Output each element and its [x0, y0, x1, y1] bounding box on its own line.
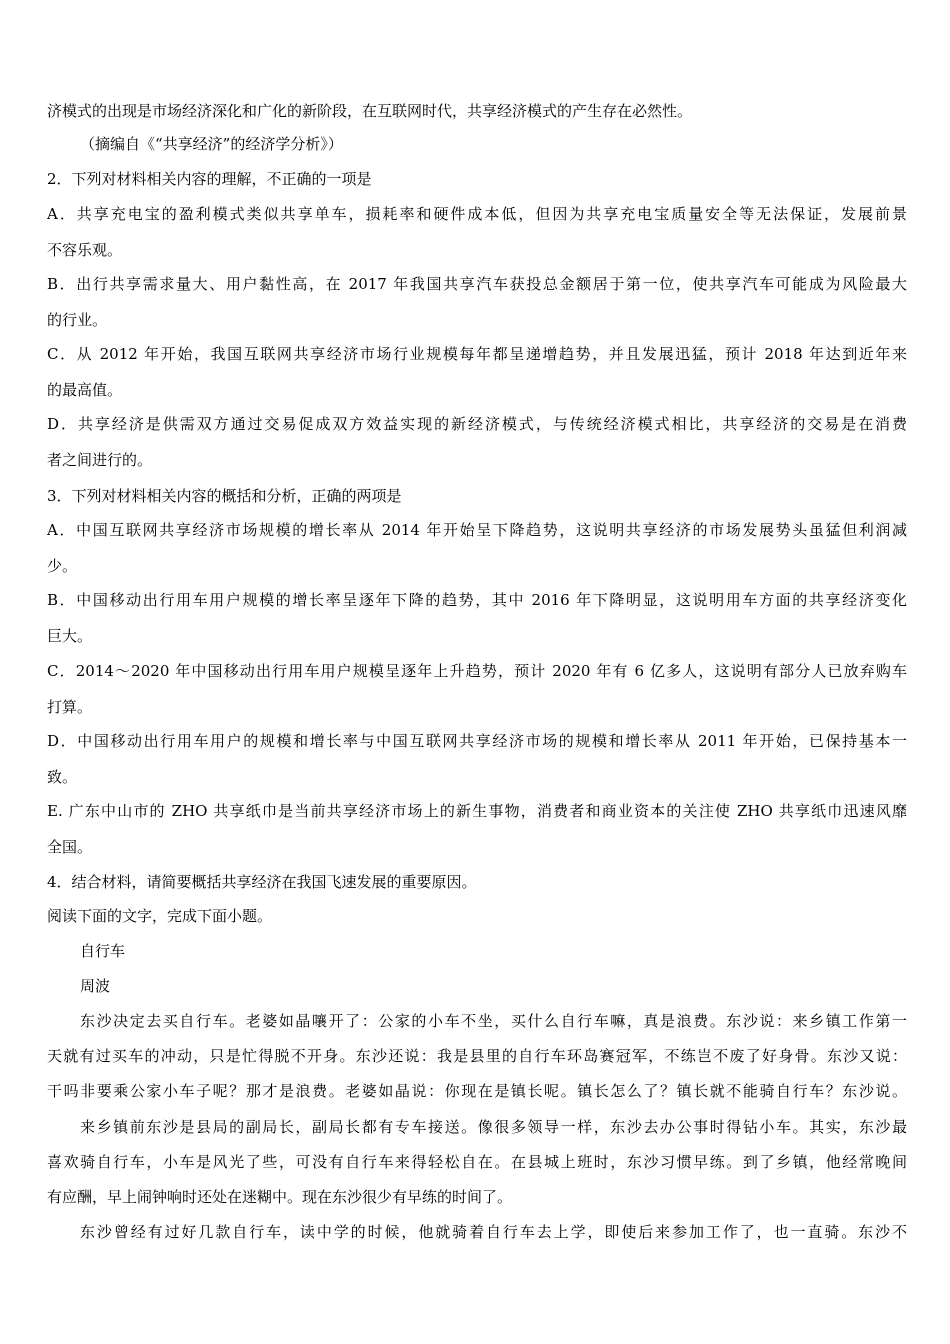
question-2-option-b: B．出行共享需求量大、用户黏性高，在 2017 年我国共享汽车获投总金额居于第一位，使共享汽车可能成为风险最大	[47, 275, 907, 293]
question-3-option-c: C．2014～2020 年中国移动出行用车用户规模呈逐年上升趋势，预计 2020 年有 6 亿多人，这说明有部分人已放弃购车	[47, 662, 907, 680]
question-2-stem: 2．下列对材料相关内容的理解，不正确的一项是	[47, 170, 372, 188]
story-paragraph-1-line-2: 天就有过买车的冲动，只是忙得脱不开身。东沙还说：我是县里的自行车环岛赛冠军，不练岂不废了好身骨。东沙又说：	[47, 1047, 907, 1065]
story-paragraph-3: 东沙曾经有过好几款自行车，读中学的时候，他就骑着自行车去上学，即使后来参加工作了，也一直骑。东沙不	[80, 1223, 907, 1241]
question-3-option-b: B．中国移动出行用车用户规模的增长率呈逐年下降的趋势，其中 2016 年下降明显，这说明用车方面的共享经济变化	[47, 591, 907, 609]
question-3-option-a-cont: 少。	[47, 557, 78, 575]
question-2-option-c: C．从 2012 年开始，我国互联网共享经济市场行业规模每年都呈递增趋势，并且发展迅猛，预计 2018 年达到近年来	[47, 345, 907, 363]
story-paragraph-1: 东沙决定去买自行车。老婆如晶嚷开了：公家的小车不坐，买什么自行车嘛，真是浪费。东沙说：来乡镇工作第一	[80, 1012, 907, 1030]
question-2-option-a: A．共享充电宝的盈利模式类似共享单车，损耗率和硬件成本低，但因为共享充电宝质量安全等无法保证，发展前景	[47, 205, 907, 223]
story-paragraph-2-line-2: 喜欢骑自行车，小车是风光了些，可没有自行车来得轻松自在。在县城上班时，东沙习惯早练。到了乡镇，他经常晚间	[47, 1153, 907, 1171]
question-3-option-d: D．中国移动出行用车用户的规模和增长率与中国互联网共享经济市场的规模和增长率从 2011 年开始，已保持基本一	[47, 732, 907, 750]
story-paragraph-2: 来乡镇前东沙是县局的副局长，副局长都有专车接送。像很多领导一样，东沙去办公事时得钻小车。其实，东沙最	[80, 1118, 907, 1136]
question-2-option-d: D．共享经济是供需双方通过交易促成双方效益实现的新经济模式，与传统经济模式相比，共享经济的交易是在消费	[47, 415, 907, 433]
question-3-option-d-cont: 致。	[47, 768, 78, 786]
story-paragraph-2-line-3: 有应酬，早上闹钟响时还处在迷糊中。现在东沙很少有早练的时间了。	[47, 1188, 513, 1206]
reading-instruction: 阅读下面的文字，完成下面小题。	[47, 907, 273, 925]
story-paragraph-1-line-3: 干吗非要乘公家小车子呢？那才是浪费。老婆如晶说：你现在是镇长呢。镇长怎么了？镇长就不能骑自行车？东沙说。	[47, 1082, 907, 1100]
question-4-stem: 4．结合材料，请简要概括共享经济在我国飞速发展的重要原因。	[47, 873, 477, 891]
question-3-option-e-cont: 全国。	[47, 838, 93, 856]
question-3-option-c-cont: 打算。	[47, 698, 93, 716]
question-2-option-b-cont: 的行业。	[47, 311, 108, 329]
question-3-option-b-cont: 巨大。	[47, 627, 93, 645]
text-line: 济模式的出现是市场经济深化和广化的新阶段，在互联网时代，共享经济模式的产生存在必然性。	[47, 102, 693, 120]
question-3-option-e: E. 广东中山市的 ZHO 共享纸巾是当前共享经济市场上的新生事物，消费者和商业资本的关注使 ZHO 共享纸巾迅速风靡	[47, 802, 907, 820]
question-2-option-c-cont: 的最高值。	[47, 381, 123, 399]
question-3-stem: 3．下列对材料相关内容的概括和分析，正确的两项是	[47, 487, 402, 505]
question-3-option-a: A．中国互联网共享经济市场规模的增长率从 2014 年开始呈下降趋势，这说明共享经济的市场发展势头虽猛但利润减	[47, 521, 907, 539]
story-author: 周波	[80, 977, 111, 995]
question-2-option-a-cont: 不容乐观。	[47, 241, 123, 259]
source-citation: （摘编自《“共享经济”的经济学分析》）	[80, 135, 343, 153]
story-title: 自行车	[80, 942, 126, 960]
question-2-option-d-cont: 者之间进行的。	[47, 451, 153, 469]
